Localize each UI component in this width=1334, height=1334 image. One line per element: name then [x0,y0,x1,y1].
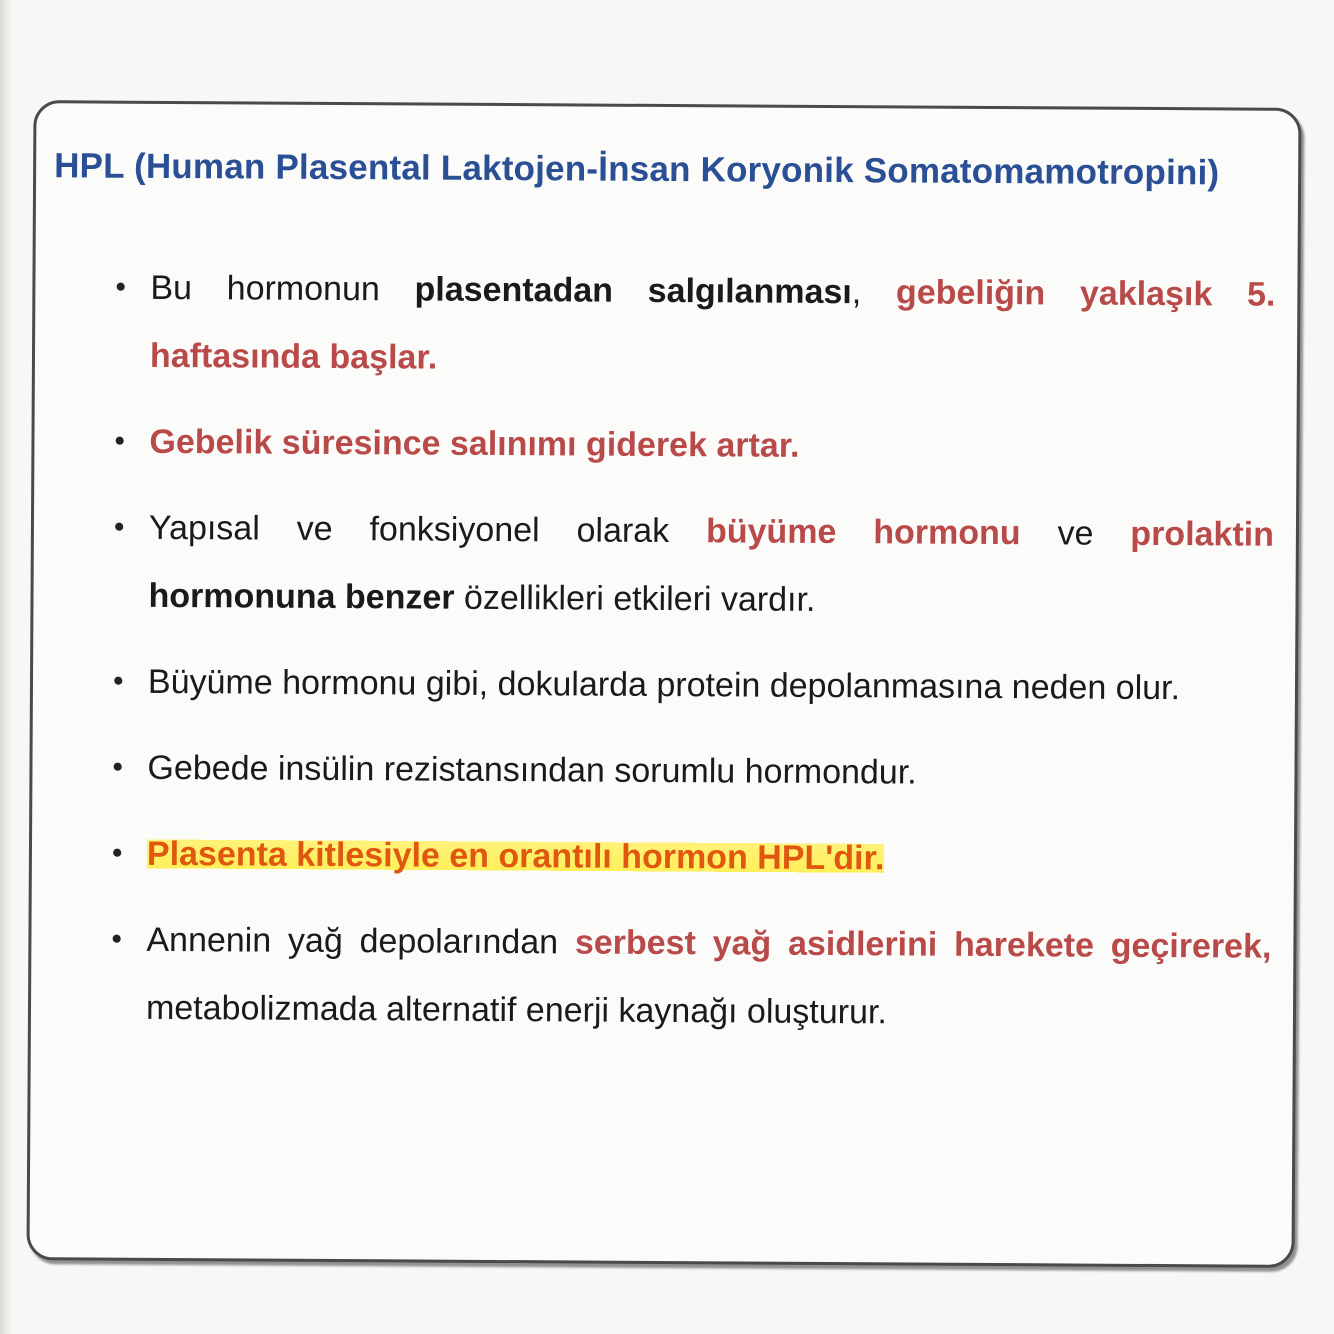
bullet-item [50,733,1272,808]
text-segment: metabolizmada alternatif enerji kaynağı oluşturur. [145,988,887,1032]
bullet-item [50,819,1272,894]
text-segment: Annenin yağ depolarından [146,920,576,962]
text-segment: Büyüme hormonu gibi, dokularda protein depolanmasına neden olur. [147,662,1181,708]
bullet-text [148,663,1180,707]
bullet-list [49,253,1276,1048]
text-segment: Bu hormonun [150,268,415,309]
text-segment: plasentadan salgılanması [414,270,852,312]
info-box [26,100,1301,1268]
text-segment: hormonuna benzer [148,576,455,617]
text-segment: serbest yağ asidlerini harekete geçirerek, [574,923,1272,966]
bullet-text [150,269,1276,377]
text-segment: Gebede insülin rezistansından sorumlu hormondur. [147,748,917,792]
page-edge [0,0,12,1334]
text-segment: özellikleri etkileri vardır. [454,578,816,619]
bullet-item [49,905,1272,1048]
box-title: HPL (Human Plasental Laktojen-İnsan Koryonik Somatomamotropini) [54,146,1220,193]
bullet-item [51,493,1274,636]
bullet-icon: • [115,270,127,304]
text-segment: Gebelik süresince salınımı giderek artar. [149,422,800,465]
bullet-icon: • [112,664,124,698]
bullet-icon: • [114,424,126,458]
bullet-icon: • [112,750,124,784]
text-segment: büyüme hormonu [705,512,1021,553]
bullet-icon: • [111,836,123,870]
bullet-text [147,749,916,792]
text-segment: prolaktin [1130,514,1275,554]
text-segment: gebeliğin yaklaşık 5. haftasında başlar. [149,273,1276,377]
bullet-text [146,921,1272,1032]
bullet-icon: • [113,510,125,544]
bullet-item [51,647,1273,722]
bullet-text [148,509,1274,619]
bullet-item [52,407,1274,482]
bullet-item [53,253,1276,396]
text-segment: Plasenta kitlesiyle en orantılı hormon HPL'dir. [146,834,885,878]
text-segment: Yapısal ve fonksiyonel olarak [148,508,707,551]
bullet-text [149,423,799,465]
text-segment: , [851,273,897,312]
text-segment: ve [1020,514,1131,553]
bullet-icon: • [111,922,123,956]
bullet-text [147,835,885,878]
